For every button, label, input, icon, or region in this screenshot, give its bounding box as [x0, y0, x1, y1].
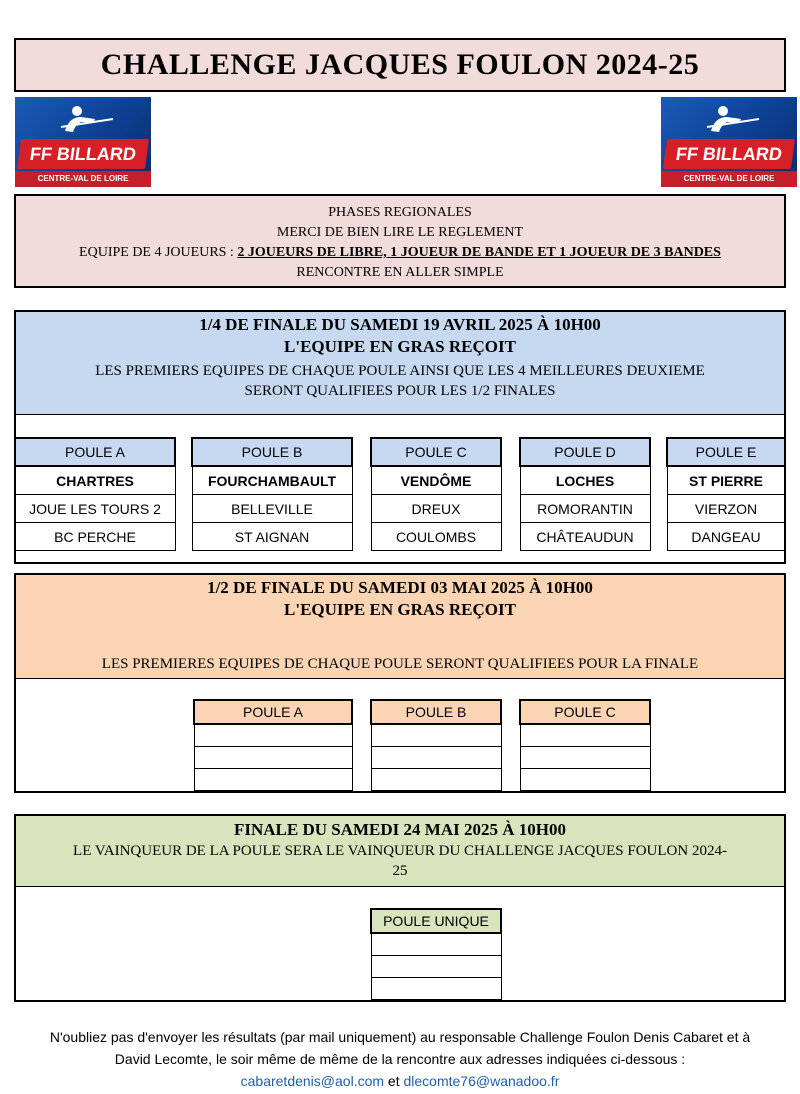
team-slot	[520, 724, 650, 747]
info-box	[14, 194, 786, 288]
poule-header: POULE C	[520, 700, 650, 724]
info-match-format: RENCONTRE EN ALLER SIMPLE	[296, 265, 504, 280]
ffb-logo-left	[15, 97, 151, 187]
team-slot	[371, 978, 501, 1000]
quarter-note-1: LES PREMIERS EQUIPES DE CHAQUE POULE AINSI QUE LES 4 MEILLEURES DEUXIEME	[95, 363, 705, 379]
team-prefix: EQUIPE DE 4 JOUEURS :	[79, 245, 238, 260]
team-slot	[371, 747, 501, 769]
team: CHÂTEAUDUN	[520, 523, 650, 551]
logo-brand: FF BILLARD	[663, 139, 795, 169]
email-joiner: et	[384, 1073, 404, 1089]
poule-header: POULE B	[371, 700, 501, 724]
team: ST AIGNAN	[192, 523, 352, 551]
footer-note	[0, 1026, 800, 1092]
quarter-poule-b	[191, 437, 353, 551]
poule-header: POULE A	[194, 700, 352, 724]
final-title: FINALE DU SAMEDI 24 MAI 2025 À 10H00	[234, 820, 566, 839]
team: JOUE LES TOURS 2	[15, 495, 175, 523]
poule-header: POULE UNIQUE	[371, 909, 501, 933]
poule-header: POULE B	[192, 438, 352, 466]
team-slot	[194, 769, 352, 791]
team-home: CHARTRES	[15, 466, 175, 495]
semi-header	[16, 575, 784, 679]
team-home: LOCHES	[520, 466, 650, 495]
billiard-player-icon	[701, 105, 761, 135]
footer-emails	[0, 1070, 800, 1092]
team: VIERZON	[667, 495, 785, 523]
team: DREUX	[371, 495, 501, 523]
quarter-title: 1/4 DE FINALE DU SAMEDI 19 AVRIL 2025 À 10H00	[199, 315, 601, 334]
team-slot	[194, 724, 352, 747]
team-slot	[371, 724, 501, 747]
team-slot	[194, 747, 352, 769]
poule-header: POULE C	[371, 438, 501, 466]
team-slot	[371, 933, 501, 956]
team-slot	[371, 769, 501, 791]
final-header	[16, 816, 784, 887]
poule-header: POULE D	[520, 438, 650, 466]
semi-poule-c	[519, 699, 651, 791]
semi-poule-a	[193, 699, 353, 791]
semi-title: 1/2 DE FINALE DU SAMEDI 03 MAI 2025 À 10H00	[207, 578, 593, 597]
team: BELLEVILLE	[192, 495, 352, 523]
email-link-cabaret[interactable]: cabaretdenis@aol.com	[240, 1073, 385, 1089]
logo-region: CENTRE-VAL DE LOIRE	[661, 171, 797, 187]
team-details: 2 JOUEURS DE LIBRE, 1 JOUEUR DE BANDE ET 1 JOUEUR DE 3 BANDES	[237, 245, 721, 260]
final-note-2: 25	[392, 863, 408, 879]
team-home: FOURCHAMBAULT	[192, 466, 352, 495]
ffb-logo-right	[661, 97, 797, 187]
quarter-subtitle: L'EQUIPE EN GRAS REÇOIT	[284, 337, 516, 356]
final-poule-unique	[370, 908, 502, 1000]
footer-line-1: N'oubliez pas d'envoyer les résultats (par mail uniquement) au responsable Challenge Foulon Denis Cabaret et à	[49, 1029, 751, 1045]
title-banner	[14, 38, 786, 92]
quarter-poule-e	[666, 437, 786, 551]
team-home: ST PIERRE	[667, 466, 785, 495]
billiard-player-icon	[55, 105, 115, 135]
final-note-1: LE VAINQUEUR DE LA POULE SERA LE VAINQUEUR DU CHALLENGE JACQUES FOULON 2024-	[73, 843, 727, 859]
team: DANGEAU	[667, 523, 785, 551]
logo-region: CENTRE-VAL DE LOIRE	[15, 171, 151, 187]
logo-brand: FF BILLARD	[17, 139, 149, 169]
team: BC PERCHE	[15, 523, 175, 551]
footer-line-2: David Lecomte, le soir même de même de la rencontre aux adresses indiquées ci-dessous :	[114, 1051, 686, 1067]
info-team-composition	[16, 243, 784, 263]
info-phase: PHASES REGIONALES	[328, 205, 472, 220]
page-title: CHALLENGE JACQUES FOULON 2024-25	[100, 48, 700, 81]
team-slot	[520, 747, 650, 769]
quarter-poule-c	[370, 437, 502, 551]
team: ROMORANTIN	[520, 495, 650, 523]
quarter-poule-a	[14, 437, 176, 551]
quarter-note-2: SERONT QUALIFIEES POUR LES 1/2 FINALES	[244, 383, 556, 399]
quarter-poule-d	[519, 437, 651, 551]
team-home: VENDÔME	[371, 466, 501, 495]
semi-subtitle: L'EQUIPE EN GRAS REÇOIT	[284, 600, 516, 619]
info-read-rules: MERCI DE BIEN LIRE LE REGLEMENT	[276, 225, 524, 240]
email-link-lecomte[interactable]: dlecomte76@wanadoo.fr	[403, 1073, 560, 1089]
team-slot	[371, 956, 501, 978]
team: COULOMBS	[371, 523, 501, 551]
semi-poule-b	[370, 699, 502, 791]
poule-header: POULE E	[667, 438, 785, 466]
poule-header: POULE A	[15, 438, 175, 466]
quarter-header	[16, 312, 784, 415]
semi-note: LES PREMIERES EQUIPES DE CHAQUE POULE SERONT QUALIFIEES POUR LA FINALE	[101, 656, 699, 672]
team-slot	[520, 769, 650, 791]
